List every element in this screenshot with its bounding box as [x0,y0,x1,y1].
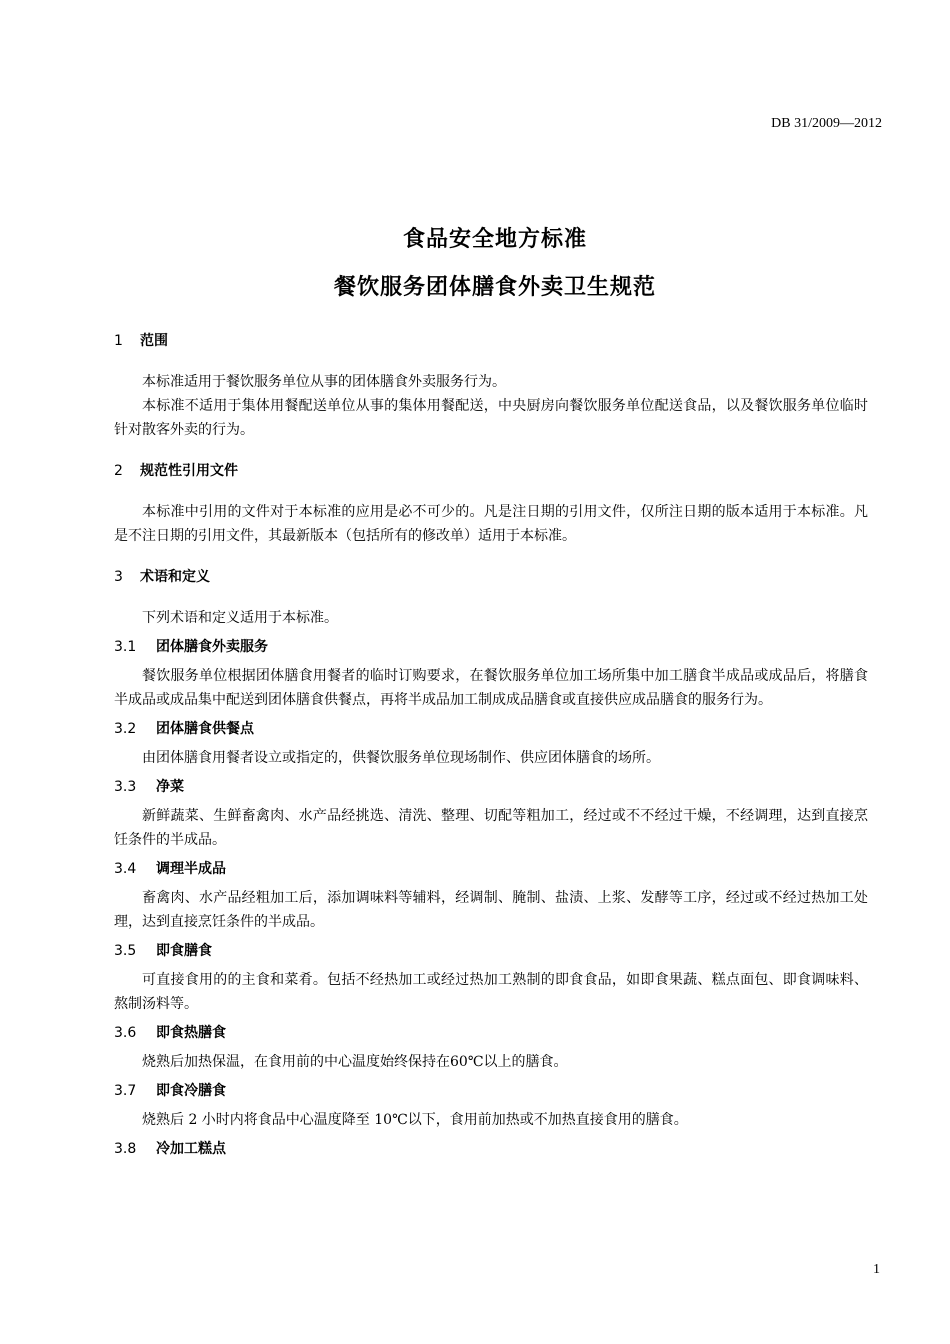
subsection-heading [114,940,868,962]
section-title: 即食冷膳食 [156,1083,226,1099]
subsection-heading [114,858,868,880]
subsection-heading [114,1138,868,1160]
subsection-heading [114,718,868,740]
section-number: 3.5 [114,943,137,959]
paragraph: 下列术语和定义适用于本标准。 [142,610,338,626]
paragraph: 烧熟后 2 小时内将食品中心温度降至 10℃以下，食用前加热或不加热直接食用的膳食。 [142,1112,688,1128]
section-number: 3.1 [114,639,137,655]
paragraph: 本标准不适用于集体用餐配送单位从事的集体用餐配送，中央厨房向餐饮服务单位配送食品，以及餐饮服务单位临时针对散客外卖的行为。 [114,398,868,438]
page-number: 1 [873,1262,880,1277]
section-title: 冷加工糕点 [156,1141,226,1157]
section-title: 范围 [140,333,168,349]
paragraph: 新鲜蔬菜、生鲜畜禽肉、水产品经挑选、清洗、整理、切配等粗加工，经过或不不经过干燥，不经调理，达到直接烹饪条件的半成品。 [114,808,868,848]
section-heading-scope [114,330,868,352]
subsection-heading [114,1080,868,1102]
paragraph: 餐饮服务单位根据团体膳食用餐者的临时订购要求，在餐饮服务单位加工场所集中加工膳食半成品或成品后，将膳食半成品或成品集中配送到团体膳食供餐点，再将半成品加工制成成品膳食或直接供应成品膳食的服务行为。 [114,668,868,708]
subsection-heading [114,636,868,658]
paragraph: 可直接食用的的主食和菜肴。包括不经热加工或经过热加工熟制的即食食品，如即食果蔬、糕点面包、即食调味料、熬制汤料等。 [114,972,868,1012]
section-number: 3.3 [114,779,137,795]
document-title-line-2: 餐饮服务团体膳食外卖卫生规范 [333,275,656,300]
section-number: 3.7 [114,1083,137,1099]
section-number: 1 [114,333,123,349]
document-body [114,330,868,1160]
paragraph: 烧熟后加热保温，在食用前的中心温度始终保持在60℃以上的膳食。 [142,1054,568,1070]
section-title: 净菜 [156,779,184,795]
paragraph: 畜禽肉、水产品经粗加工后，添加调味料等辅料，经调制、腌制、盐渍、上浆、发酵等工序，经过或不经过热加工处理，达到直接烹饪条件的半成品。 [114,890,868,930]
document-code: DB 31/2009—2012 [771,116,882,131]
paragraph: 本标准适用于餐饮服务单位从事的团体膳食外卖服务行为。 [142,374,506,390]
section-title: 团体膳食供餐点 [156,721,254,737]
section-number: 3.6 [114,1025,137,1041]
section-title: 术语和定义 [140,569,210,585]
section-heading-normative-references [114,460,868,482]
section-title: 调理半成品 [156,861,226,877]
section-title: 即食膳食 [156,943,212,959]
section-number: 3.4 [114,861,137,877]
subsection-heading [114,776,868,798]
section-title: 规范性引用文件 [140,463,238,479]
section-heading-terms [114,566,868,588]
document-title-line-1: 食品安全地方标准 [402,227,587,252]
section-title: 团体膳食外卖服务 [156,639,268,655]
section-number: 3.8 [114,1141,137,1157]
section-number: 3 [114,569,123,585]
paragraph: 由团体膳食用餐者设立或指定的，供餐饮服务单位现场制作、供应团体膳食的场所。 [142,750,660,766]
subsection-heading [114,1022,868,1044]
section-title: 即食热膳食 [156,1025,226,1041]
section-number: 3.2 [114,721,137,737]
paragraph: 本标准中引用的文件对于本标准的应用是必不可少的。凡是注日期的引用文件，仅所注日期的版本适用于本标准。凡是不注日期的引用文件，其最新版本（包括所有的修改单）适用于本标准。 [114,504,868,544]
section-number: 2 [114,463,123,479]
